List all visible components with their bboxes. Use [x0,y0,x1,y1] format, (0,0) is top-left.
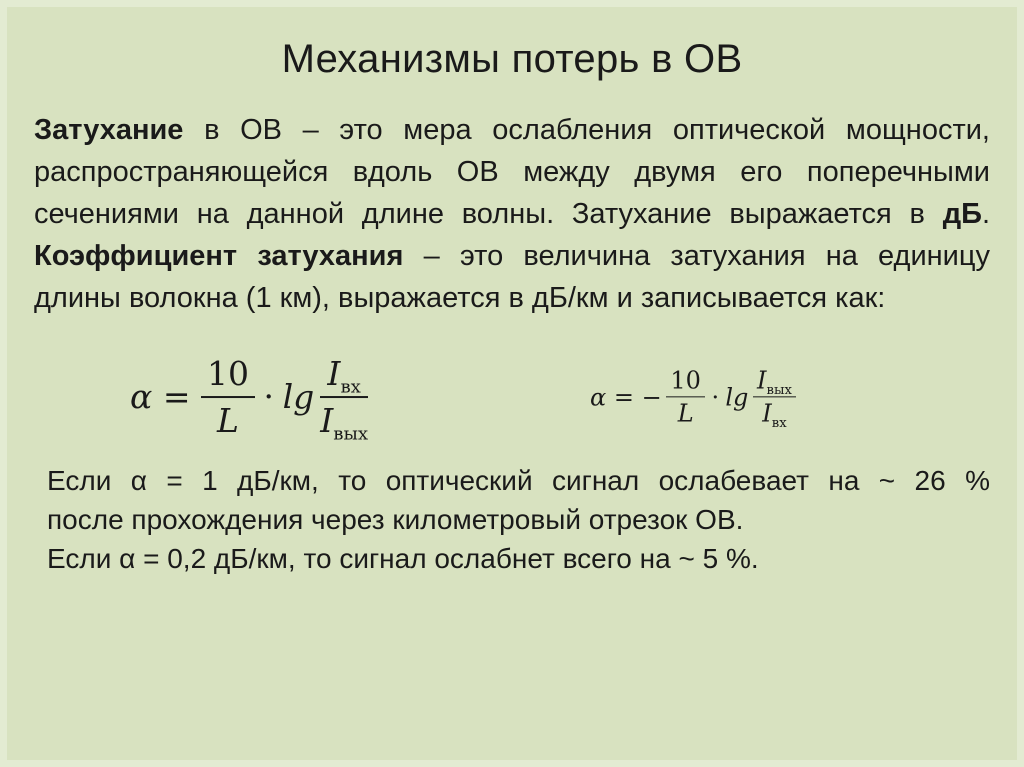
slide-title: Механизмы потерь в ОВ [281,37,743,81]
minus-sign: − [641,382,662,411]
body-line-3: сечениями на данной длине волны. Затухание выражается в дБ. [34,198,991,230]
example-line-3: Если α = 0,2 дБ/км, то сигнал ослабнет всего на ~ 5 %. [47,543,759,574]
body-line-1: Затухание в ОВ – это мера ослабления оптической мощности, [34,114,990,146]
term-db: дБ [942,198,982,230]
alpha-symbol: α [130,377,153,417]
attenuation-definition-paragraph [34,109,990,319]
body-line-2: распространяющейся вдоль ОВ между двумя его поперечными [34,156,990,188]
alpha-symbol: α [590,382,607,411]
multiplication-dot: · [263,377,274,417]
slide-body [7,7,1017,760]
equals-sign: = [613,382,634,411]
fraction-10-over-L: $\frac{10}{L}$ [201,354,255,440]
examples-paragraph [34,461,990,578]
example-line-1: Если α = 1 дБ/км, то оптический сигнал ослабевает на ~ 26 % [47,465,990,496]
equals-sign: = [162,377,191,417]
fraction-10-over-L: $\frac{10}{L}$ [666,366,705,427]
term-attenuation-coefficient: Коэффициент затухания [34,240,404,272]
term-attenuation: Затухание [34,114,184,146]
formulas-row [34,349,990,445]
formula-attenuation-main [130,354,369,445]
formula-attenuation-alternative [590,366,796,432]
multiplication-dot: · [711,382,720,411]
example-line-2: после прохождения через километровый отрезок ОВ. [47,504,744,535]
body-line-5: длины волокна (1 км), выражается в дБ/км и записывается как: [34,282,886,314]
log-function: lg [725,382,749,411]
body-line-4: Коэффициент затухания – это величина затухания на единицу [34,240,990,272]
fraction-intensity-ratio: $\frac{I_{вых}}{I_{вх}}$ [753,366,796,427]
fraction-intensity-ratio: $\frac{I_{вх}}{I_{вых}}$ [320,354,369,445]
log-function: lg [282,377,315,417]
